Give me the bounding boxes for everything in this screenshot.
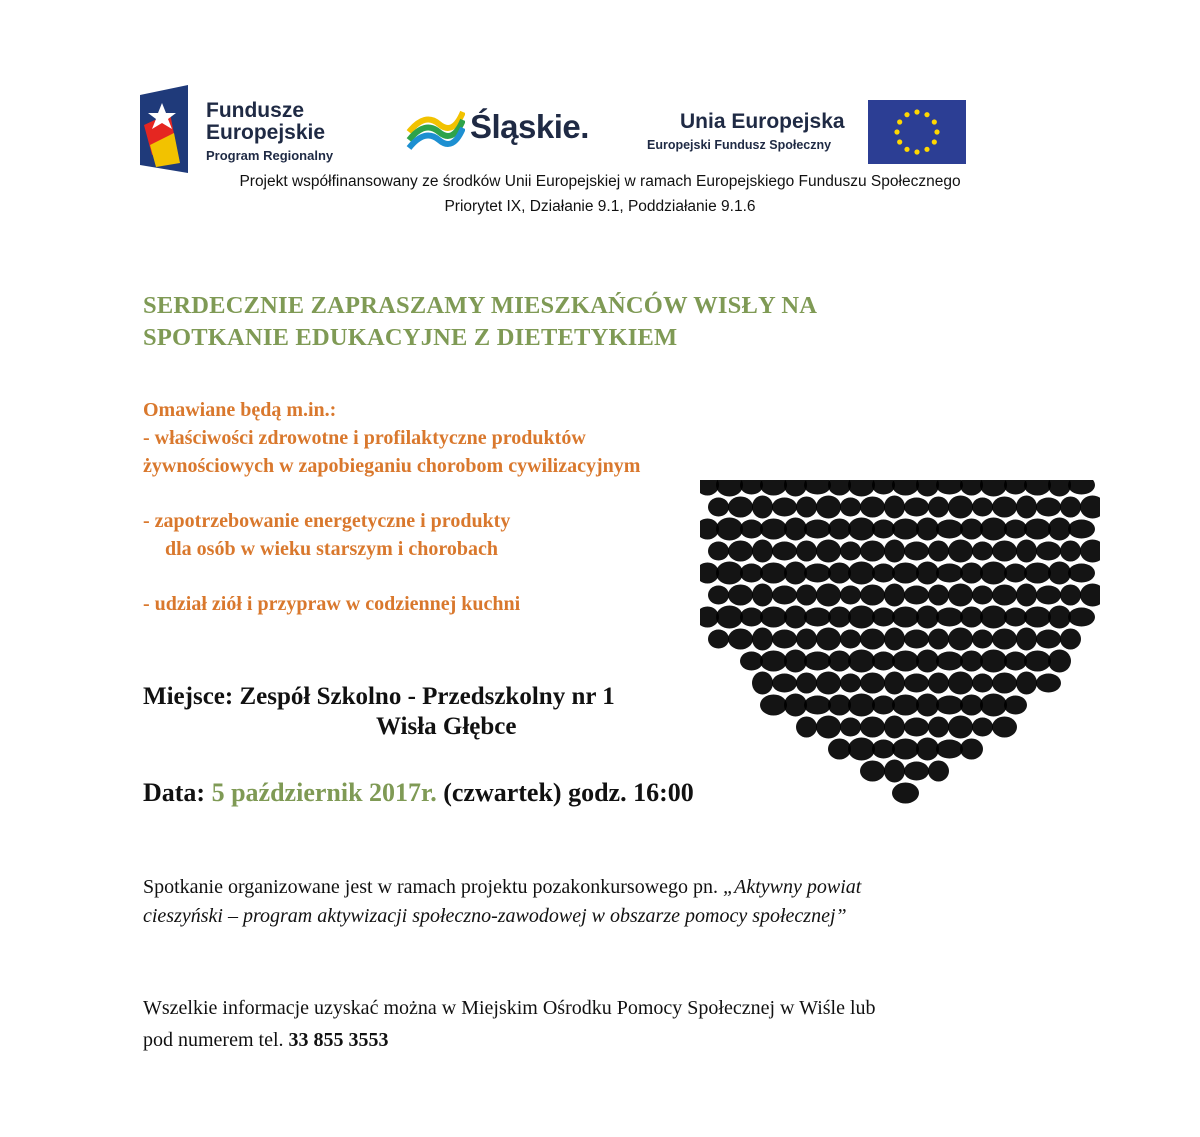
- slaskie-logo-icon: [405, 102, 465, 152]
- vegetable-piece: [860, 585, 885, 606]
- vegetable-piece: [1048, 518, 1071, 541]
- vegetable-piece: [948, 540, 973, 563]
- vegetable-piece: [840, 674, 861, 693]
- vegetable-piece: [884, 584, 905, 607]
- vegetable-piece: [860, 717, 885, 738]
- vegetable-piece: [872, 480, 895, 495]
- vegetable-piece: [816, 628, 841, 651]
- vegetable-piece: [700, 480, 719, 496]
- contact-info: [143, 992, 876, 1056]
- vegetable-piece: [828, 695, 851, 716]
- vegetable-piece: [904, 630, 929, 649]
- vegetable-piece: [936, 652, 963, 671]
- vegetable-piece: [804, 652, 831, 671]
- vegetable-piece: [916, 738, 939, 761]
- vegetable-piece: [728, 497, 753, 518]
- vegetable-piece: [960, 651, 983, 672]
- vegetable-piece: [760, 519, 787, 540]
- vegetable-piece: [716, 480, 743, 497]
- vegetable-piece: [816, 672, 841, 695]
- vegetable-piece: [828, 519, 851, 540]
- vegetable-piece: [884, 672, 905, 695]
- vegetable-piece: [904, 674, 929, 693]
- vegetable-piece: [960, 739, 983, 760]
- vegetable-piece: [892, 783, 919, 804]
- vegetable-piece: [752, 584, 773, 607]
- vegetable-piece: [972, 718, 993, 737]
- info-line2: pod numerem tel.: [143, 1029, 289, 1051]
- vegetable-piece: [840, 718, 861, 737]
- project-cofinancing-line: Projekt współfinansowany ze środków Unii Europejskiej w ramach Europejskiego Funduszu Społecznego: [239, 173, 961, 190]
- vegetable-piece: [928, 585, 949, 606]
- vegetable-piece: [936, 696, 963, 715]
- vegetable-piece: [708, 498, 729, 517]
- vegetable-piece: [760, 607, 787, 628]
- vegetable-piece: [772, 542, 797, 561]
- vegetable-piece: [1060, 497, 1081, 518]
- vegetable-piece: [872, 652, 895, 671]
- org-italic1: „Aktywny powiat: [723, 876, 862, 898]
- vegetable-piece: [1024, 651, 1051, 672]
- date-label: Data:: [143, 778, 206, 807]
- vegetable-piece: [1068, 520, 1095, 539]
- vegetable-piece: [772, 586, 797, 605]
- vegetable-piece: [1048, 650, 1071, 673]
- vegetable-piece: [784, 518, 807, 541]
- vegetable-piece: [1080, 496, 1100, 519]
- vegetable-piece: [936, 480, 963, 495]
- place-line2: Wisła Głębce: [376, 713, 517, 740]
- vegetable-piece: [752, 540, 773, 563]
- vegetable-piece: [928, 761, 949, 782]
- vegetable-piece: [816, 540, 841, 563]
- vegetable-piece: [796, 673, 817, 694]
- vegetable-piece: [1036, 674, 1061, 693]
- vegetable-piece: [972, 498, 993, 517]
- vegetable-piece: [1024, 519, 1051, 540]
- vegetable-piece: [872, 696, 895, 715]
- vegetable-piece: [892, 480, 919, 496]
- vegetable-piece: [848, 738, 875, 761]
- vegetable-piece: [740, 608, 763, 627]
- vegetable-piece: [948, 628, 973, 651]
- vegetable-piece: [892, 563, 919, 584]
- vegetable-piece: [840, 586, 861, 605]
- vegetable-piece: [992, 673, 1017, 694]
- fundusze-logo-line3: Program Regionalny: [206, 148, 334, 163]
- vegetable-piece: [904, 586, 929, 605]
- vegetable-piece: [848, 562, 875, 585]
- vegetable-piece: [752, 628, 773, 651]
- vegetable-piece: [936, 520, 963, 539]
- vegetable-piece: [980, 562, 1007, 585]
- vegetable-piece: [1080, 540, 1100, 563]
- vegetable-piece: [904, 762, 929, 781]
- vegetable-piece: [928, 717, 949, 738]
- slaskie-logo-text: Śląskie.: [470, 108, 589, 145]
- vegetable-piece: [1016, 540, 1037, 563]
- vegetable-piece: [992, 717, 1017, 738]
- info-line1: Wszelkie informacje uzyskać można w Miejskim Ośrodku Pomocy Społecznej w Wiśle lub: [143, 997, 876, 1019]
- fundusze-logo-line2: Europejskie: [206, 121, 326, 144]
- vegetable-piece: [716, 606, 743, 629]
- vegetable-piece: [872, 564, 895, 583]
- vegetable-piece: [948, 716, 973, 739]
- vegetable-piece: [892, 651, 919, 672]
- vegetable-piece: [928, 497, 949, 518]
- vegetable-piece: [1016, 584, 1037, 607]
- vegetable-piece: [904, 542, 929, 561]
- vegetable-piece: [796, 585, 817, 606]
- vegetable-piece: [960, 519, 983, 540]
- vegetable-piece: [992, 541, 1017, 562]
- vegetable-piece: [1004, 564, 1027, 583]
- vegetable-piece: [816, 716, 841, 739]
- vegetable-piece: [936, 740, 963, 759]
- vegetable-piece: [1004, 480, 1027, 495]
- vegetable-piece: [1068, 564, 1095, 583]
- vegetable-piece: [860, 497, 885, 518]
- vegetable-piece: [708, 630, 729, 649]
- vegetable-piece: [716, 518, 743, 541]
- place-label: Miejsce:: [143, 683, 234, 710]
- phone-number: 33 855 3553: [288, 1029, 389, 1051]
- vegetable-piece: [848, 518, 875, 541]
- vegetable-piece: [1036, 542, 1061, 561]
- vegetable-piece: [892, 519, 919, 540]
- vegetable-piece: [1024, 480, 1051, 496]
- vegetable-piece: [992, 585, 1017, 606]
- organization-note: [143, 873, 861, 931]
- place-line1: [143, 680, 615, 714]
- fundusze-logo-line1: Fundusze: [206, 99, 304, 122]
- vegetable-piece: [740, 480, 763, 495]
- vegetable-heart-icon: [700, 480, 1100, 830]
- vegetable-piece: [740, 520, 763, 539]
- vegetable-piece: [1068, 608, 1095, 627]
- vegetable-piece: [816, 584, 841, 607]
- ue-logo-line2: Europejski Fundusz Społeczny: [647, 138, 832, 152]
- vegetable-piece: [860, 761, 885, 782]
- vegetable-piece: [752, 672, 773, 695]
- vegetable-piece: [916, 606, 939, 629]
- vegetable-piece: [884, 760, 905, 783]
- vegetable-piece: [980, 518, 1007, 541]
- vegetable-piece: [840, 498, 861, 517]
- vegetable-piece: [1004, 652, 1027, 671]
- vegetable-piece: [796, 629, 817, 650]
- vegetable-piece: [1004, 608, 1027, 627]
- date-rest: (czwartek) godz. 16:00: [443, 778, 694, 807]
- vegetable-piece: [784, 480, 807, 497]
- vegetable-piece: [772, 498, 797, 517]
- vegetable-piece: [892, 607, 919, 628]
- vegetable-piece: [1060, 541, 1081, 562]
- vegetable-piece: [1016, 628, 1037, 651]
- vegetable-piece: [740, 564, 763, 583]
- vegetable-piece: [840, 542, 861, 561]
- vegetable-piece: [760, 563, 787, 584]
- vegetable-piece: [972, 630, 993, 649]
- vegetable-piece: [960, 480, 983, 496]
- vegetable-piece: [1036, 586, 1061, 605]
- vegetable-piece: [784, 694, 807, 717]
- topics-intro: Omawiane będą m.in.:: [143, 399, 337, 421]
- vegetable-piece: [892, 739, 919, 760]
- vegetable-piece: [828, 739, 851, 760]
- vegetable-piece: [872, 740, 895, 759]
- vegetable-piece: [980, 650, 1007, 673]
- vegetable-piece: [860, 673, 885, 694]
- vegetable-piece: [960, 607, 983, 628]
- vegetable-piece: [848, 480, 875, 497]
- vegetable-piece: [772, 674, 797, 693]
- vegetable-piece: [860, 629, 885, 650]
- vegetable-piece: [828, 651, 851, 672]
- vegetable-piece: [1036, 630, 1061, 649]
- vegetable-piece: [760, 695, 787, 716]
- vegetable-piece: [828, 563, 851, 584]
- ue-logo-line1: Unia Europejska: [680, 110, 845, 133]
- vegetable-piece: [916, 650, 939, 673]
- vegetable-piece: [760, 480, 787, 496]
- vegetable-piece: [804, 608, 831, 627]
- topic-1-line1: - właściwości zdrowotne i profilaktyczne produktów: [143, 427, 586, 449]
- vegetable-piece: [892, 695, 919, 716]
- vegetable-piece: [960, 695, 983, 716]
- vegetable-piece: [1048, 562, 1071, 585]
- vegetable-piece: [1004, 520, 1027, 539]
- vegetable-piece: [804, 520, 831, 539]
- topic-2-line1: - zapotrzebowanie energetyczne i produkty: [143, 510, 511, 532]
- vegetable-piece: [904, 718, 929, 737]
- vegetable-piece: [848, 650, 875, 673]
- vegetable-piece: [872, 608, 895, 627]
- vegetable-piece: [828, 607, 851, 628]
- vegetable-piece: [960, 563, 983, 584]
- vegetable-piece: [992, 497, 1017, 518]
- vegetable-piece: [1036, 498, 1061, 517]
- vegetable-piece: [1016, 672, 1037, 695]
- vegetable-piece: [884, 716, 905, 739]
- vegetable-piece: [1068, 480, 1095, 495]
- vegetable-piece: [796, 541, 817, 562]
- vegetable-piece: [1060, 585, 1081, 606]
- vegetable-piece: [980, 606, 1007, 629]
- vegetable-piece: [980, 480, 1007, 497]
- vegetable-piece: [752, 496, 773, 519]
- vegetable-piece: [804, 480, 831, 495]
- vegetable-piece: [1048, 606, 1071, 629]
- vegetable-piece: [708, 586, 729, 605]
- vegetable-piece: [860, 541, 885, 562]
- vegetable-piece: [840, 630, 861, 649]
- vegetable-piece: [784, 562, 807, 585]
- vegetable-piece: [760, 651, 787, 672]
- vegetable-piece: [848, 606, 875, 629]
- vegetable-piece: [1060, 629, 1081, 650]
- vegetable-piece: [772, 630, 797, 649]
- vegetable-piece: [948, 496, 973, 519]
- vegetable-piece: [904, 498, 929, 517]
- vegetable-piece: [816, 496, 841, 519]
- vegetable-piece: [728, 541, 753, 562]
- vegetable-piece: [740, 652, 763, 671]
- vegetable-piece: [1004, 696, 1027, 715]
- vegetable-piece: [1080, 584, 1100, 607]
- vegetable-piece: [804, 696, 831, 715]
- vegetable-piece: [784, 606, 807, 629]
- vegetable-piece: [784, 650, 807, 673]
- vegetable-piece: [796, 717, 817, 738]
- vegetable-piece: [972, 586, 993, 605]
- headline-line1: SERDECZNIE ZAPRASZAMY MIESZKAŃCÓW WISŁY NA: [143, 292, 818, 319]
- vegetable-piece: [916, 694, 939, 717]
- vegetable-piece: [804, 564, 831, 583]
- vegetable-piece: [1048, 480, 1071, 497]
- vegetable-piece: [828, 480, 851, 496]
- topic-3: - udział ziół i przypraw w codziennej kuchni: [143, 593, 521, 615]
- vegetable-piece: [716, 562, 743, 585]
- vegetable-piece: [928, 673, 949, 694]
- vegetable-piece: [1024, 607, 1051, 628]
- vegetable-piece: [1024, 563, 1051, 584]
- vegetable-piece: [916, 518, 939, 541]
- vegetable-piece: [1016, 496, 1037, 519]
- place-venue: Zespół Szkolno - Przedszkolny nr 1: [239, 683, 615, 710]
- vegetable-piece: [916, 562, 939, 585]
- vegetable-piece: [884, 496, 905, 519]
- org-italic2: cieszyński – program aktywizacji społeczno-zawodowej w obszarze pomocy społecznej”: [143, 905, 847, 927]
- vegetable-piece: [916, 480, 939, 497]
- vegetable-piece: [728, 629, 753, 650]
- eu-flag-icon: [868, 100, 966, 164]
- project-priority-line: Priorytet IX, Działanie 9.1, Poddziałanie 9.1.6: [444, 198, 756, 215]
- vegetable-piece: [728, 585, 753, 606]
- invitation-headline: [143, 290, 817, 354]
- vegetable-piece: [948, 584, 973, 607]
- vegetable-piece: [884, 628, 905, 651]
- topic-2-line2: dla osób w wieku starszym i chorobach: [165, 538, 498, 560]
- topic-1-line2: żywnościowych w zapobieganiu chorobom cywilizacyjnym: [143, 455, 641, 477]
- date-value: 5 październik 2017r.: [211, 778, 437, 807]
- vegetable-piece: [992, 629, 1017, 650]
- event-date: [143, 778, 694, 808]
- org-plain: Spotkanie organizowane jest w ramach projektu pozakonkursowego pn.: [143, 876, 724, 898]
- vegetable-piece: [848, 694, 875, 717]
- vegetable-piece: [936, 564, 963, 583]
- vegetable-piece: [972, 542, 993, 561]
- vegetable-piece: [936, 608, 963, 627]
- vegetable-piece: [972, 674, 993, 693]
- vegetable-piece: [708, 542, 729, 561]
- vegetable-piece: [796, 497, 817, 518]
- vegetable-piece: [948, 672, 973, 695]
- vegetable-piece: [928, 541, 949, 562]
- vegetable-piece: [872, 520, 895, 539]
- headline-line2: SPOTKANIE EDUKACYJNE Z DIETETYKIEM: [143, 324, 678, 351]
- vegetable-piece: [928, 629, 949, 650]
- vegetable-piece: [884, 540, 905, 563]
- vegetable-piece: [980, 694, 1007, 717]
- fundusze-europejskie-logo-icon: [140, 85, 190, 173]
